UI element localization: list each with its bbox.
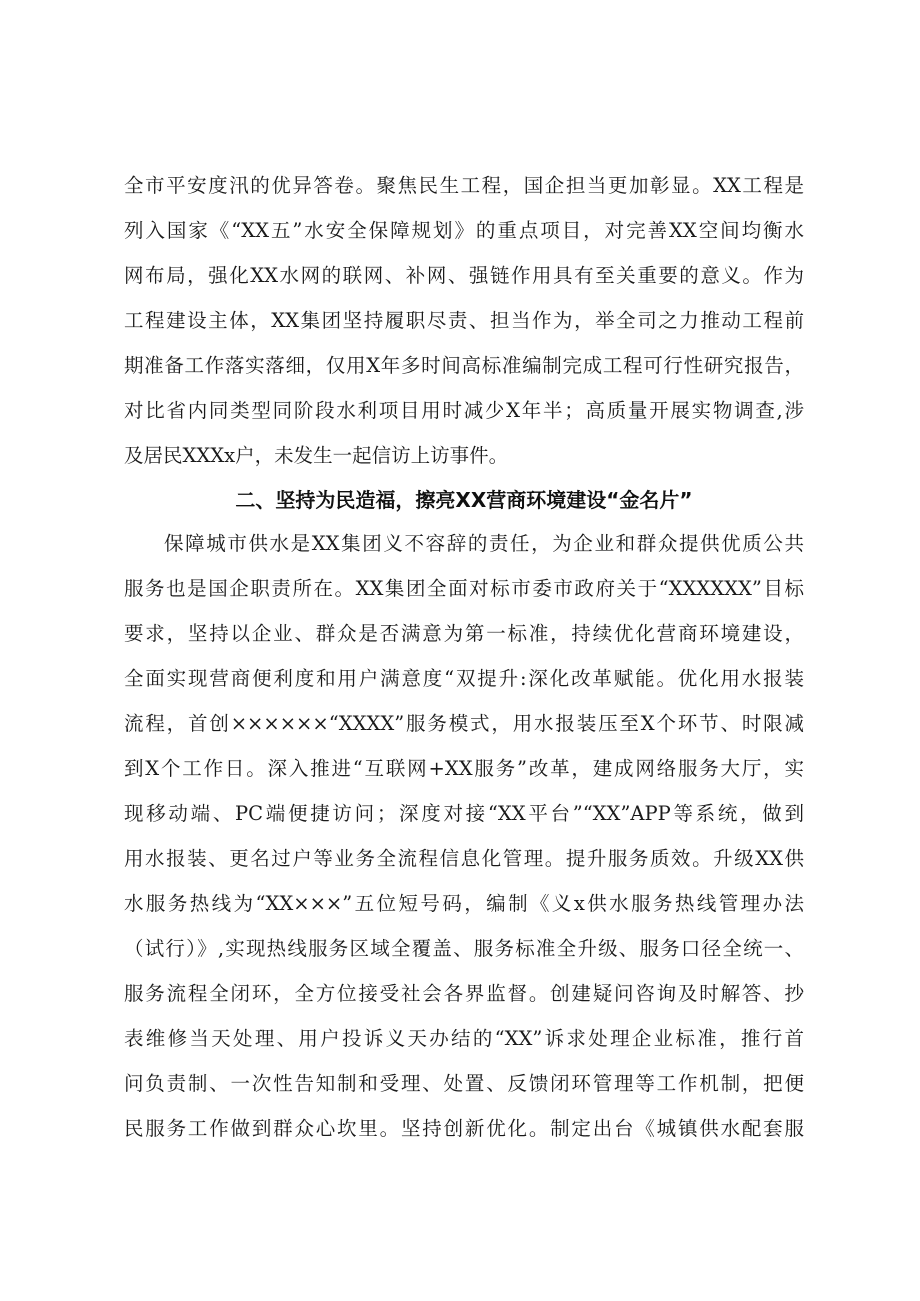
paragraph-line: 工程建设主体，XX集团坚持履职尽责、担当作为，举全司之力推动工程前 xyxy=(124,309,804,332)
paragraph-line: 流程，首创××××××“XXXX”服务模式，用水报装压至X个环节、时限减 xyxy=(124,712,804,735)
paragraph-line: 网布局，强化XX水网的联网、补网、强链作用具有至关重要的意义。作为 xyxy=(124,264,804,287)
paragraph-line: 全市平安度汛的优异答卷。聚焦民生工程，国企担当更加彰显。XX工程是 xyxy=(124,174,804,197)
paragraph-line: 服务流程全闭环，全方位接受社会各界监督。创建疑问咨询及时解答、抄 xyxy=(124,982,804,1005)
paragraph-line: 现移动端、PC端便捷访问；深度对接“XX平台”“XX”APP等系统，做到 xyxy=(124,802,804,825)
paragraph-line: 到X个工作日。深入推进“互联网+XX服务”改革，建成网络服务大厅，实 xyxy=(124,757,804,780)
paragraph-line: 期准备工作落实落细，仅用X年多时间高标准编制完成工程可行性研究报告， xyxy=(124,354,804,377)
section-heading: 二、坚持为民造福，擦亮XX营商环境建设“金名片” xyxy=(235,488,693,512)
paragraph-line: 要求，坚持以企业、群众是否满意为第一标准，持续优化营商环境建设， xyxy=(124,622,804,645)
paragraph-line: 全面实现营商便利度和用户满意度“双提升:深化改革赋能。优化用水报装 xyxy=(124,667,804,690)
paragraph-line: 对比省内同类型同阶段水利项目用时减少X年半；高质量开展实物调查,涉 xyxy=(124,399,804,422)
paragraph-line: 问负责制、一次性告知制和受理、处置、反馈闭环管理等工作机制，把便 xyxy=(124,1072,804,1095)
paragraph-line: 表维修当天处理、用户投诉义天办结的“XX”诉求处理企业标准，推行首 xyxy=(124,1027,804,1050)
paragraph-line: 服务也是国企职责所在。XX集团全面对标市委市政府关于“XXXXXX”目标 xyxy=(124,577,804,600)
paragraph-line: 保障城市供水是XX集团义不容辞的责任，为企业和群众提供优质公共 xyxy=(164,532,804,555)
paragraph-line: 列入国家《“XX五”水安全保障规划》的重点项目，对完善XX空间均衡水 xyxy=(124,219,804,242)
paragraph-line: 用水报装、更名过户等业务全流程信息化管理。提升服务质效。升级XX供 xyxy=(124,847,804,870)
paragraph-line: 水服务热线为“XX×××”五位短号码，编制《义x供水服务热线管理办法 xyxy=(124,892,804,915)
paragraph-line: （试行）》,实现热线服务区域全覆盖、服务标准全升级、服务口径全统一、 xyxy=(124,937,804,960)
paragraph-line: 民服务工作做到群众心坎里。坚持创新优化。制定出台《城镇供水配套服 xyxy=(124,1117,804,1140)
paragraph-line: 及居民XXXx户，未发生一起信访上访事件。 xyxy=(124,444,509,467)
